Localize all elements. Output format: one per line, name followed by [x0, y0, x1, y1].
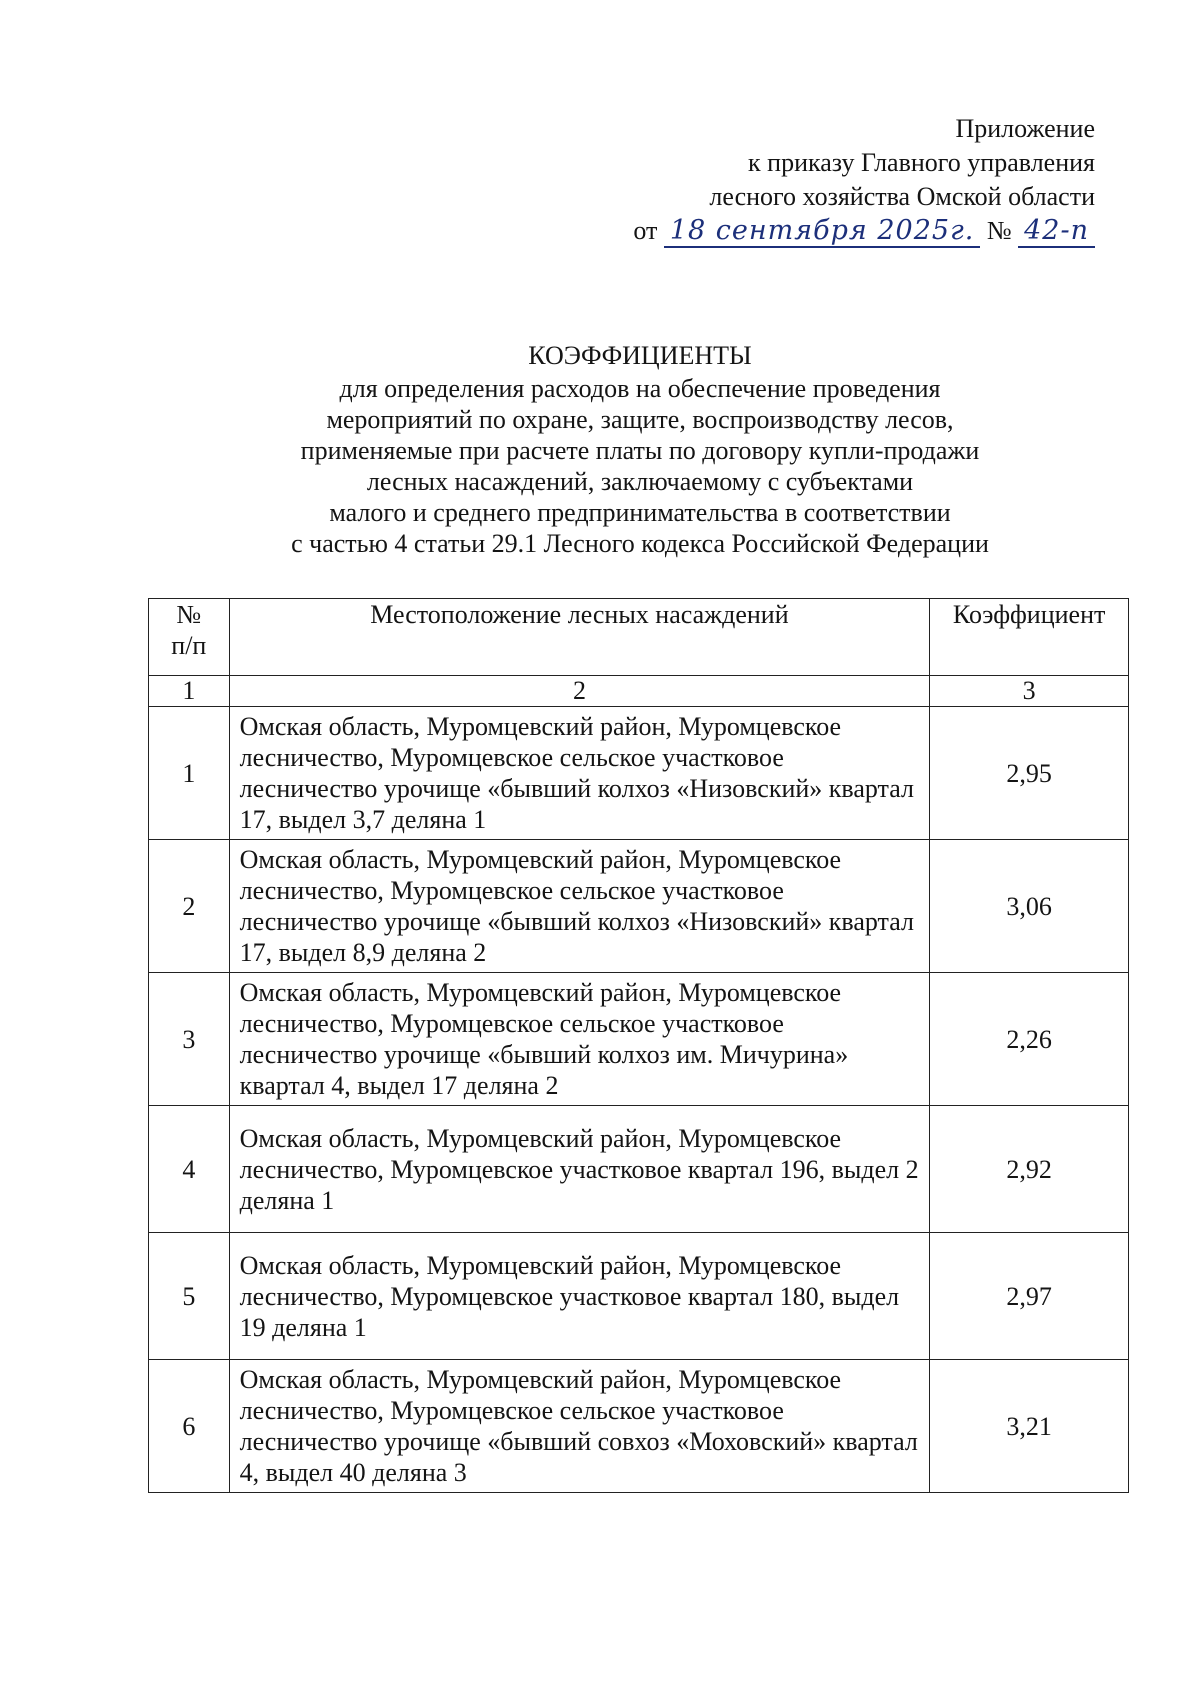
row-location: Омская область, Муромцевский район, Муромцевское лесничество, Муромцевское сельское участковое лесничество урочище «бывший колхоз им. Мичурина» квартал 4, выдел 17 деляна 2	[229, 973, 930, 1106]
appendix-order-line: к приказу Главного управления	[748, 148, 1095, 177]
appendix-block	[633, 112, 1095, 248]
document-heading: КОЭФФИЦИЕНТЫ	[528, 341, 752, 370]
row-number: 1	[149, 707, 230, 840]
table-row	[149, 1233, 1129, 1360]
row-location: Омская область, Муромцевский район, Муромцевское лесничество, Муромцевское сельское участковое лесничество урочище «бывший совхоз «Моховский» квартал 4, выдел 40 деляна 3	[229, 1360, 930, 1493]
column-number: 1	[149, 676, 230, 707]
date-prefix: от	[633, 216, 658, 245]
row-coefficient: 2,97	[930, 1233, 1129, 1360]
title-line: применяемые при расчете платы по договору купли-продажи	[300, 436, 980, 465]
table-header-row	[149, 599, 1129, 676]
row-coefficient: 3,21	[930, 1360, 1129, 1493]
row-location: Омская область, Муромцевский район, Муромцевское лесничество, Муромцевское участковое квартал 196, выдел 2 деляна 1	[229, 1106, 930, 1233]
row-number: 3	[149, 973, 230, 1106]
row-coefficient: 3,06	[930, 840, 1129, 973]
column-number: 3	[930, 676, 1129, 707]
handwritten-date: 18 сентября 2025г.	[664, 215, 980, 248]
table-row	[149, 840, 1129, 973]
row-coefficient: 2,26	[930, 973, 1129, 1106]
appendix-title: Приложение	[955, 114, 1095, 143]
column-numbers-row	[149, 676, 1129, 707]
table-row	[149, 973, 1129, 1106]
number-prefix: №	[986, 216, 1012, 245]
row-location: Омская область, Муромцевский район, Муромцевское лесничество, Муромцевское сельское участковое лесничество урочище «бывший колхоз «Низовский» квартал 17, выдел 3,7 деляна 1	[229, 707, 930, 840]
row-number: 6	[149, 1360, 230, 1493]
coefficients-table	[148, 598, 1129, 1493]
header-location: Местоположение лесных насаждений	[229, 599, 930, 676]
title-line: мероприятий по охране, защите, воспроизводству лесов,	[326, 405, 954, 434]
row-coefficient: 2,92	[930, 1106, 1129, 1233]
appendix-authority-line: лесного хозяйства Омской области	[709, 182, 1095, 211]
header-coefficient: Коэффициент	[930, 599, 1129, 676]
row-location: Омская область, Муромцевский район, Муромцевское лесничество, Муромцевское участковое квартал 180, выдел 19 деляна 1	[229, 1233, 930, 1360]
title-line: малого и среднего предпринимательства в соответствии	[329, 498, 951, 527]
row-number: 4	[149, 1106, 230, 1233]
table-row	[149, 1360, 1129, 1493]
table-row	[149, 1106, 1129, 1233]
row-location: Омская область, Муромцевский район, Муромцевское лесничество, Муромцевское сельское участковое лесничество урочище «бывший колхоз «Низовский» квартал 17, выдел 8,9 деляна 2	[229, 840, 930, 973]
header-number: № п/п	[149, 599, 230, 676]
row-coefficient: 2,95	[930, 707, 1129, 840]
table-row	[149, 707, 1129, 840]
row-number: 2	[149, 840, 230, 973]
title-line: с частью 4 статьи 29.1 Лесного кодекса Российской Федерации	[291, 529, 989, 558]
row-number: 5	[149, 1233, 230, 1360]
title-line: для определения расходов на обеспечение проведения	[339, 374, 941, 403]
title-line: лесных насаждений, заключаемому с субъектами	[366, 467, 914, 496]
document-title-block	[140, 340, 1140, 559]
handwritten-number: 42-п	[1018, 215, 1095, 248]
column-number: 2	[229, 676, 930, 707]
appendix-date-line	[633, 214, 1095, 248]
